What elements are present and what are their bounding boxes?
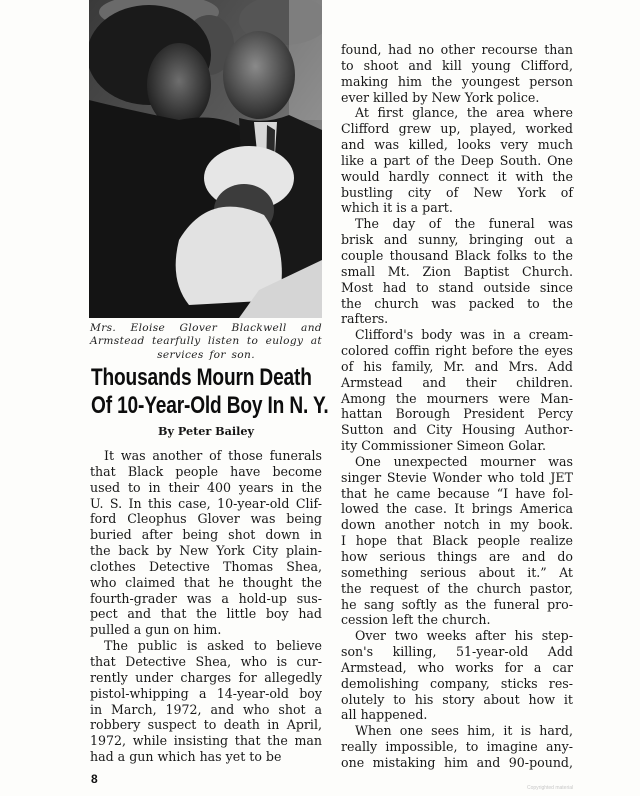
text-line: that he came because “I have fol- xyxy=(341,485,573,501)
text-line: cession left the church. xyxy=(341,612,491,628)
text-line: pulled a gun on him. xyxy=(90,622,222,638)
article-paragraph xyxy=(341,628,573,723)
right-column-body xyxy=(341,42,573,771)
text-line: that Black people have become xyxy=(90,463,322,479)
article-paragraph xyxy=(341,42,573,105)
text-line: used to in their 400 years in the xyxy=(90,479,322,495)
article-paragraph xyxy=(341,105,573,216)
copyright-notice: Copyrighted material xyxy=(527,785,574,791)
text-line: and was killed, looks very much xyxy=(341,137,573,153)
text-line: The day of the funeral was xyxy=(355,216,573,232)
text-line: Most had to stand outside since xyxy=(341,279,573,295)
text-line: really impossible, to imagine any- xyxy=(341,739,573,755)
text-line: The public is asked to believe xyxy=(104,638,322,654)
article-paragraph xyxy=(341,327,573,454)
text-line: Clifford's body was in a cream- xyxy=(355,327,573,343)
text-line: like a part of the Deep South. One xyxy=(341,152,573,168)
text-line: 1972, while insisting that the man xyxy=(90,733,322,749)
text-line: Among the mourners were Man- xyxy=(341,390,573,406)
text-line: colored coffin right before the eyes xyxy=(341,343,573,359)
text-line: would hardly connect it with the xyxy=(341,168,573,184)
text-line: demolishing company, sticks res- xyxy=(341,675,573,691)
text-line: pect and that the little boy had xyxy=(90,606,322,622)
text-line: ford Cleophus Glover was being xyxy=(90,511,322,527)
text-line: When one sees him, it is hard, xyxy=(355,723,573,739)
article-headline xyxy=(91,364,329,420)
article-paragraph xyxy=(90,638,322,765)
text-line: fourth-grader was a hold-up sus- xyxy=(90,590,322,606)
photo-image xyxy=(89,0,322,318)
text-line: One unexpected mourner was xyxy=(355,453,573,469)
text-line: in March, 1972, and who shot a xyxy=(90,701,322,717)
text-line: who claimed that he thought the xyxy=(90,574,322,590)
text-line: bustling city of New York of xyxy=(341,184,573,200)
text-line: Clifford grew up, played, worked xyxy=(341,121,573,137)
page-number: 8 xyxy=(91,772,98,786)
text-line: singer Stevie Wonder who told JET xyxy=(341,469,573,485)
text-line: small Mt. Zion Baptist Church. xyxy=(341,263,573,279)
text-line: It was another of those funerals xyxy=(104,448,322,463)
text-line: olutely to his story about how it xyxy=(341,691,573,707)
text-line: Over two weeks after his step- xyxy=(355,628,573,644)
article-paragraph xyxy=(341,454,573,628)
text-line: hattan Borough President Percy xyxy=(341,406,573,422)
text-line: buried after being shot down in xyxy=(90,527,322,543)
text-line: clothes Detective Thomas Shea, xyxy=(90,558,322,574)
text-line: something serious about it.” At xyxy=(341,564,573,580)
text-line: Sutton and City Housing Author- xyxy=(341,422,573,438)
text-line: rafters. xyxy=(341,311,389,327)
text-line: of his family, Mr. and Mrs. Add xyxy=(341,358,573,374)
text-line: he sang softly as the funeral pro- xyxy=(341,596,573,612)
text-line: rently under charges for allegedly xyxy=(90,669,322,685)
text-line: At first glance, the area where xyxy=(355,105,573,121)
byline: By Peter Bailey xyxy=(158,424,254,438)
text-line: one mistaking him and 90-pound, xyxy=(341,754,573,770)
text-line: pistol-whipping a 14-year-old boy xyxy=(90,685,322,701)
text-line: Armstead and their children. xyxy=(341,374,573,390)
text-line: the request of the church pastor, xyxy=(341,580,573,596)
text-line: that Detective Shea, who is cur- xyxy=(90,653,322,669)
text-line: down another notch in my book. xyxy=(341,517,573,533)
text-line: which it is a part. xyxy=(341,200,453,216)
text-line: the back by New York City plain- xyxy=(90,543,322,559)
left-column-body xyxy=(90,448,322,765)
text-line: lowed the case. It brings America xyxy=(341,501,573,517)
text-line: ity Commissioner Simeon Golar. xyxy=(341,438,547,454)
text-line: the church was packed to the xyxy=(341,295,573,311)
article-paragraph xyxy=(90,448,322,638)
text-line: brisk and sunny, bringing out a xyxy=(341,232,573,248)
article-paragraph xyxy=(341,216,573,327)
article-paragraph xyxy=(341,723,573,771)
headline-line-2: Of 10-Year-Old Boy In N. Y. xyxy=(91,392,329,419)
text-line: to shoot and kill young Clifford, xyxy=(341,57,573,73)
text-line: ever killed by New York police. xyxy=(341,89,540,105)
text-line: Armstead, who works for a car xyxy=(341,659,573,675)
text-line: making him the youngest person xyxy=(341,73,573,89)
text-line: couple thousand Black folks to the xyxy=(341,247,573,263)
text-line: found, had no other recourse than xyxy=(341,42,573,57)
text-line: U. S. In this case, 10-year-old Clif- xyxy=(90,495,322,511)
text-line: all happened. xyxy=(341,707,428,723)
headline-line-1: Thousands Mourn Death xyxy=(91,364,312,391)
text-line: had a gun which has yet to be xyxy=(90,749,282,765)
text-line: robbery suspect to death in April, xyxy=(90,717,322,733)
text-line: son's killing, 51-year-old Add xyxy=(341,644,573,660)
funeral-photo xyxy=(89,0,322,318)
text-line: how serious things are and do xyxy=(341,549,573,564)
text-line: I hope that Black people realize xyxy=(341,533,573,549)
photo-caption: Mrs. Eloise Glover Blackwell and Armstead tearfully listen to eulogy at services for son. xyxy=(90,322,322,361)
